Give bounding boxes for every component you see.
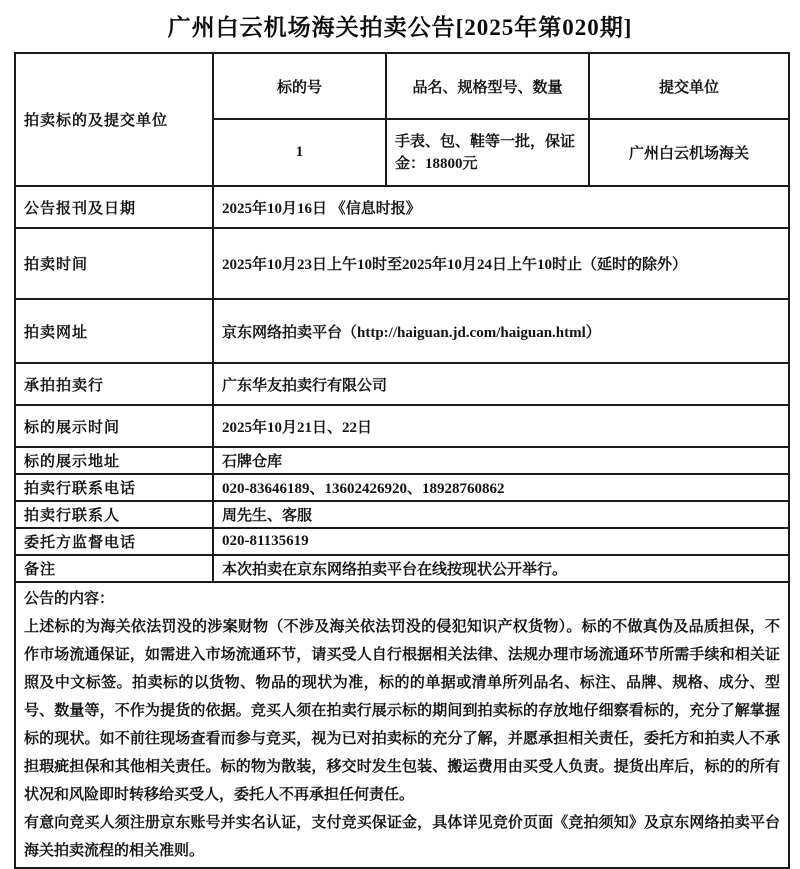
info-row-value: 石牌仓库 [213, 447, 789, 474]
notice-paragraph-2: 有意向竞买人须注册京东账号并实名认证，支付竞买保证金，具体详见竞价页面《竞拍须知》及京东网络拍卖平台海关拍卖流程的相关准则。 [24, 815, 780, 859]
column-header-submitting-unit: 提交单位 [589, 53, 789, 119]
auction-notice-table [14, 52, 790, 869]
info-row-contact-person [15, 501, 789, 528]
lot-submitting-unit-value: 广州白云机场海关 [589, 119, 789, 186]
info-row-supervision-phone [15, 528, 789, 555]
info-row-label: 委托方监督电话 [15, 528, 213, 555]
info-row-value: 2025年10月16日 《信息时报》 [213, 186, 789, 228]
info-row-value: 广东华友拍卖行有限公司 [213, 363, 789, 405]
info-row-auction-website [15, 299, 789, 363]
notice-content-cell [15, 582, 789, 868]
info-row-announcement-paper [15, 186, 789, 228]
info-row-label: 公告报刊及日期 [15, 186, 213, 228]
info-row-remarks [15, 555, 789, 582]
column-header-lot-number: 标的号 [213, 53, 386, 119]
info-row-label: 拍卖网址 [15, 299, 213, 363]
info-row-label: 承拍拍卖行 [15, 363, 213, 405]
notice-paragraph-1: 上述标的为海关依法罚没的涉案财物（不涉及海关依法罚没的侵犯知识产权货物）。标的不做真伪及品质担保，不作市场流通保证，如需进入市场流通环节，请买受人自行根据相关法律、法规办理市场流通环节所需手续和相关证照及中文标签。拍卖标的以货物、物品的现状为准，标的的单据或清单所列品名、标注、品牌、规格、成分、型号、数量等，不作为提货的依据。竞买人须在拍卖行展示标的期间到拍卖标的存放地仔细察看标的，充分了解掌握标的现状。如不前往现场查看而参与竞买，视为已对拍卖标的充分了解，并愿承担相关责任，委托方和拍卖人不承担瑕疵担保和其他相关责任。标的物为散装，移交时发生包装、搬运费用由买受人负责。提货出库后，标的的所有状况和风险即时转移给买受人，委托人不再承担任何责任。 [24, 619, 780, 803]
info-row-display-address [15, 447, 789, 474]
lot-section-label: 拍卖标的及提交单位 [15, 53, 213, 186]
notice-heading: 公告的内容： [24, 591, 115, 607]
info-row-label: 备注 [15, 555, 213, 582]
lot-description-value: 手表、包、鞋等一批，保证金：18800元 [386, 119, 589, 186]
info-row-value: 020-81135619 [213, 528, 789, 555]
info-row-label: 标的展示地址 [15, 447, 213, 474]
info-row-auction-time [15, 228, 789, 299]
info-row-label: 拍卖时间 [15, 228, 213, 299]
info-row-contact-phone [15, 474, 789, 501]
lot-number-value: 1 [213, 119, 386, 186]
info-row-display-time [15, 405, 789, 447]
info-row-label: 拍卖行联系人 [15, 501, 213, 528]
info-row-auction-house [15, 363, 789, 405]
notice-content-row [15, 582, 789, 868]
info-row-value: 京东网络拍卖平台（http://haiguan.jd.com/haiguan.html） [213, 299, 789, 363]
info-row-label: 标的展示时间 [15, 405, 213, 447]
column-header-item-spec-qty: 品名、规格型号、数量 [386, 53, 589, 119]
info-row-value: 2025年10月21日、22日 [213, 405, 789, 447]
info-row-value: 2025年10月23日上午10时至2025年10月24日上午10时止（延时的除外） [213, 228, 789, 299]
info-row-value: 周先生、客服 [213, 501, 789, 528]
lot-header-row [15, 53, 789, 119]
page-title: 广州白云机场海关拍卖公告[2025年第020期] [167, 15, 633, 40]
info-row-value: 020-83646189、13602426920、18928760862 [213, 474, 789, 501]
info-row-value: 本次拍卖在京东网络拍卖平台在线按现状公开举行。 [213, 555, 789, 582]
info-row-label: 拍卖行联系电话 [15, 474, 213, 501]
